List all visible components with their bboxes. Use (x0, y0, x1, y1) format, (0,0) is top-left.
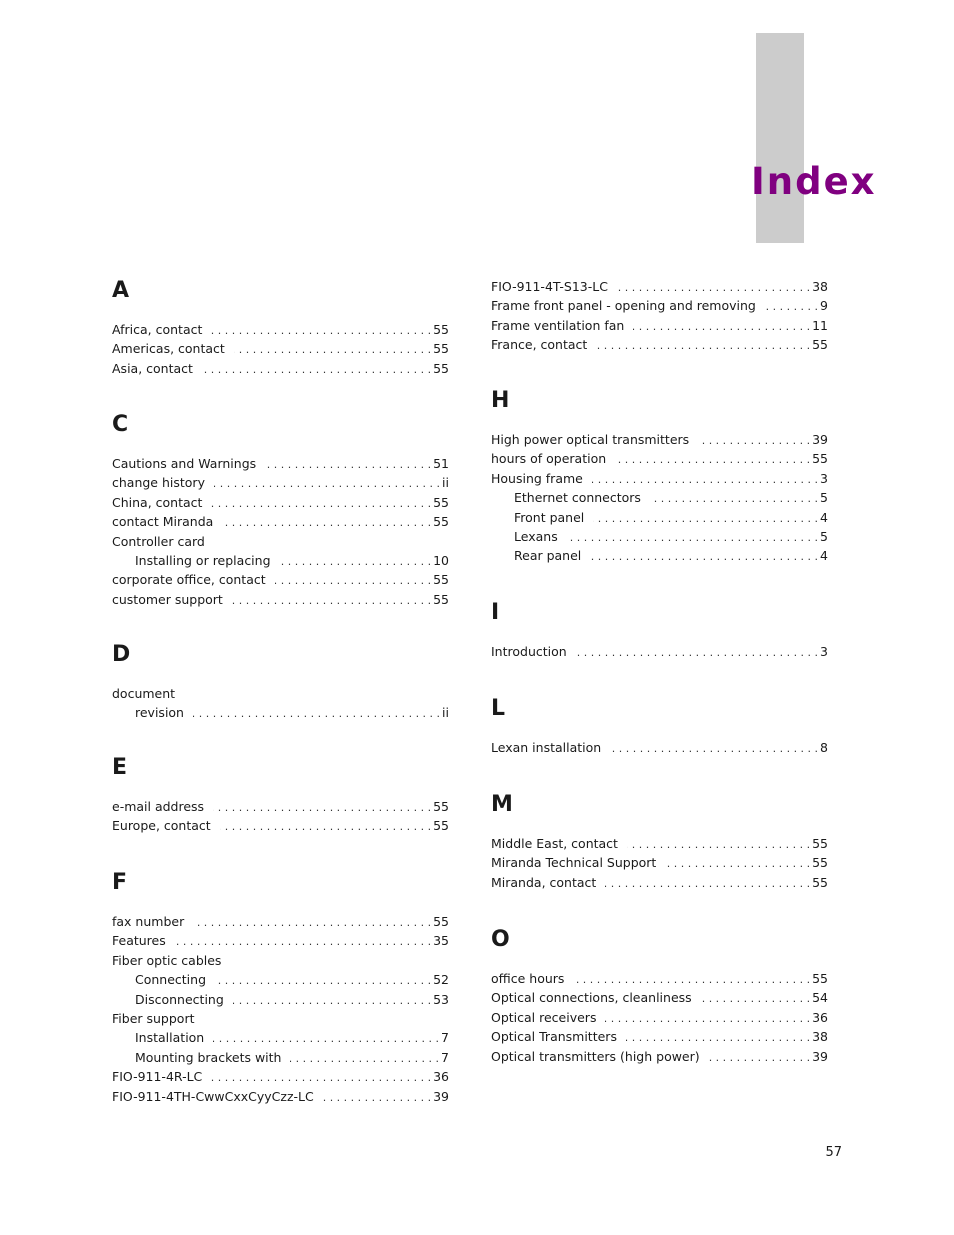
section-letter: L (491, 696, 506, 721)
index-subentry (135, 990, 449, 1009)
index-subentry (514, 527, 828, 546)
entry-page-number: 55 (433, 818, 449, 834)
index-entry (112, 454, 449, 473)
index-entry (112, 339, 449, 358)
entry-page-number: 55 (433, 799, 449, 814)
entry-page-number: 39 (812, 432, 828, 447)
dot-leader (232, 591, 431, 610)
index-entry (112, 684, 449, 703)
dot-leader (650, 489, 818, 508)
entry-term: Optical Transmitters (491, 1029, 617, 1045)
index-subentry (135, 970, 449, 989)
index-entry (491, 335, 828, 354)
dot-leader (615, 450, 810, 469)
dot-leader (275, 571, 431, 590)
dot-leader (698, 431, 810, 450)
entry-page-number: 3 (820, 470, 828, 486)
index-entry (491, 988, 828, 1007)
entry-term: Front panel (514, 509, 585, 525)
entry-page-number: 55 (433, 914, 449, 929)
dot-leader (573, 970, 810, 989)
entry-term: Fiber optic cables (112, 952, 222, 968)
entry-term: Asia, contact (112, 360, 193, 376)
entry-term: Lexan installation (491, 740, 602, 755)
dot-leader (215, 971, 431, 990)
chapter-tab-decoration (756, 33, 804, 243)
dot-leader (211, 494, 431, 513)
dot-leader (193, 913, 431, 932)
entry-page-number: 53 (433, 991, 449, 1007)
entry-term: Ethernet connectors (514, 490, 641, 506)
entry-term: corporate office, contact (112, 572, 266, 588)
dot-leader (567, 528, 818, 547)
section-letter: D (112, 642, 131, 667)
entry-term: FIO-911-4R-LC (112, 1069, 203, 1085)
entry-page-number: 8 (820, 740, 828, 755)
index-entry (112, 493, 449, 512)
index-entry (491, 834, 828, 853)
dot-leader (709, 1048, 810, 1067)
dot-leader (280, 552, 432, 571)
entry-term: China, contact (112, 494, 203, 510)
dot-leader (233, 991, 431, 1010)
dot-leader (627, 835, 810, 854)
index-entry (491, 316, 828, 335)
entry-page-number: 36 (812, 1009, 828, 1025)
entry-page-number: 38 (812, 279, 828, 294)
entry-page-number: 55 (433, 322, 449, 337)
index-entry (112, 816, 449, 835)
dot-leader (213, 798, 431, 817)
entry-page-number: 52 (433, 972, 449, 988)
entry-term: Cautions and Warnings (112, 456, 257, 471)
dot-leader (202, 360, 431, 379)
entry-page-number: 55 (433, 514, 449, 530)
index-entry (112, 473, 449, 492)
dot-leader (193, 704, 440, 723)
dot-leader (211, 321, 431, 340)
entry-page-number: 54 (812, 990, 828, 1006)
entry-term: Housing frame (491, 470, 583, 486)
dot-leader (323, 1088, 431, 1107)
entry-term: fax number (112, 914, 185, 929)
entry-term: Optical connections, cleanliness (491, 990, 692, 1006)
index-subentry (135, 1048, 449, 1067)
entry-term: Frame front panel - opening and removing (491, 298, 756, 314)
index-entry (491, 296, 828, 315)
entry-term: hours of operation (491, 451, 607, 467)
index-entry (112, 512, 449, 531)
index-subentry (135, 1028, 449, 1047)
dot-leader (234, 340, 431, 359)
page-number: 57 (825, 1145, 842, 1160)
index-subentry (514, 488, 828, 507)
index-entry (491, 1047, 828, 1066)
section-letter: H (491, 388, 510, 413)
dot-leader (590, 547, 818, 566)
entry-page-number: 55 (812, 836, 828, 851)
entry-page-number: 5 (820, 490, 828, 506)
entry-term: document (112, 686, 176, 701)
dot-leader (214, 474, 440, 493)
entry-term: customer support (112, 591, 223, 607)
index-entry (112, 951, 449, 970)
entry-page-number: 55 (812, 451, 828, 467)
entry-term: Americas, contact (112, 341, 225, 357)
index-entry (112, 1067, 449, 1086)
entry-page-number: 55 (433, 341, 449, 357)
dot-leader (593, 509, 818, 528)
section-letter: I (491, 600, 500, 625)
entry-page-number: 9 (820, 298, 828, 314)
entry-term: Installation (135, 1030, 205, 1046)
entry-page-number: 4 (820, 548, 828, 564)
index-subentry (135, 703, 449, 722)
dot-leader (633, 317, 810, 336)
entry-page-number: 11 (812, 317, 828, 333)
entry-page-number: 7 (441, 1049, 449, 1065)
dot-leader (220, 817, 431, 836)
entry-page-number: 39 (433, 1088, 449, 1104)
index-entry (491, 642, 828, 661)
index-entry (491, 873, 828, 892)
index-entry (491, 1008, 828, 1027)
entry-page-number: 55 (812, 971, 828, 986)
entry-term: revision (135, 705, 184, 721)
dot-leader (605, 1009, 810, 1028)
entry-term: Controller card (112, 533, 205, 549)
entry-term: Installing or replacing (135, 553, 271, 568)
index-entry (112, 359, 449, 378)
index-entry (491, 738, 828, 757)
dot-leader (596, 336, 810, 355)
entry-term: Lexans (514, 529, 558, 544)
dot-leader (290, 1049, 439, 1068)
index-entry (491, 969, 828, 988)
entry-term: Frame ventilation fan (491, 317, 625, 333)
dot-leader (765, 297, 818, 316)
page-title: Index (751, 160, 877, 203)
entry-term: Africa, contact (112, 322, 203, 337)
entry-page-number: 55 (433, 360, 449, 376)
dot-leader (665, 854, 810, 873)
dot-leader (576, 643, 818, 662)
entry-term: Connecting (135, 972, 207, 988)
entry-page-number: 55 (812, 874, 828, 890)
index-entry (491, 469, 828, 488)
entry-page-number: 7 (441, 1030, 449, 1046)
entry-term: Miranda, contact (491, 874, 597, 890)
entry-term: FIO-911-4TH-CwwCxxCyyCzz-LC (112, 1088, 314, 1104)
index-entry (112, 1087, 449, 1106)
entry-term: Fiber support (112, 1011, 195, 1026)
entry-term: Miranda Technical Support (491, 855, 657, 871)
entry-page-number: 51 (433, 456, 449, 471)
entry-term: contact Miranda (112, 514, 214, 530)
entry-term: Optical transmitters (high power) (491, 1048, 700, 1064)
entry-page-number: 4 (820, 509, 828, 525)
index-subentry (514, 546, 828, 565)
dot-leader (265, 455, 431, 474)
index-entry (491, 1027, 828, 1046)
dot-leader (175, 932, 431, 951)
index-entry (491, 449, 828, 468)
section-letter: A (112, 278, 130, 303)
entry-term: Rear panel (514, 548, 582, 564)
entry-term: Europe, contact (112, 818, 211, 834)
dot-leader (222, 513, 431, 532)
entry-page-number: 55 (812, 855, 828, 871)
entry-term: Mounting brackets with (135, 1049, 282, 1065)
entry-page-number: 55 (433, 494, 449, 510)
section-letter: M (491, 792, 513, 817)
entry-term: FIO-911-4T-S13-LC (491, 279, 608, 294)
index-entry (112, 590, 449, 609)
dot-leader (617, 278, 810, 297)
entry-term: e-mail address (112, 799, 205, 814)
entry-term: Disconnecting (135, 991, 224, 1007)
dot-leader (610, 739, 818, 758)
entry-page-number: 55 (433, 591, 449, 607)
index-entry (112, 797, 449, 816)
section-letter: F (112, 870, 128, 895)
dot-leader (701, 989, 810, 1008)
section-letter: C (112, 412, 129, 437)
index-subentry (514, 508, 828, 527)
entry-page-number: ii (442, 475, 449, 491)
index-entry (491, 277, 828, 296)
index-entry (112, 320, 449, 339)
entry-term: Features (112, 933, 166, 949)
index-entry (112, 532, 449, 551)
entry-page-number: 5 (820, 529, 828, 544)
dot-leader (626, 1028, 810, 1047)
entry-page-number: 38 (812, 1029, 828, 1045)
entry-page-number: ii (442, 705, 449, 721)
entry-page-number: 55 (433, 572, 449, 588)
dot-leader (605, 874, 810, 893)
dot-leader (211, 1068, 431, 1087)
index-entry (112, 1009, 449, 1028)
entry-term: High power optical transmitters (491, 432, 690, 447)
entry-term: France, contact (491, 337, 588, 353)
entry-page-number: 3 (820, 644, 828, 659)
index-entry (491, 430, 828, 449)
entry-term: Introduction (491, 644, 567, 659)
dot-leader (592, 470, 818, 489)
index-entry (112, 912, 449, 931)
entry-page-number: 36 (433, 1069, 449, 1085)
index-subentry (135, 551, 449, 570)
section-letter: O (491, 927, 510, 952)
entry-page-number: 39 (812, 1048, 828, 1064)
index-entry (112, 570, 449, 589)
dot-leader (213, 1029, 439, 1048)
entry-page-number: 35 (433, 933, 449, 949)
entry-term: Optical receivers (491, 1009, 597, 1025)
entry-term: change history (112, 475, 205, 491)
section-letter: E (112, 755, 128, 780)
entry-term: Middle East, contact (491, 836, 618, 851)
entry-page-number: 55 (812, 337, 828, 353)
index-entry (112, 931, 449, 950)
entry-term: office hours (491, 971, 565, 986)
entry-page-number: 10 (433, 553, 449, 568)
index-entry (491, 853, 828, 872)
